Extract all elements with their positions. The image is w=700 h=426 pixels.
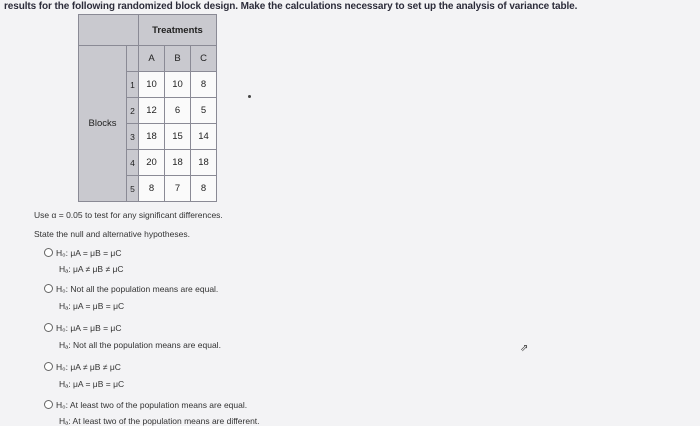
block-number: 4: [127, 150, 139, 176]
block-number: 2: [127, 98, 139, 124]
corner-subcell: [127, 46, 139, 72]
option-h0: H₀: μA ≠ μB ≠ μC: [56, 362, 121, 372]
col-header-c: C: [191, 46, 217, 72]
hypothesis-option-4[interactable]: [44, 362, 121, 372]
option-ha: Hₐ: μA ≠ μB ≠ μC: [59, 264, 124, 274]
option-ha: Hₐ: At least two of the population means are different.: [59, 416, 260, 426]
option-ha: Hₐ: μA = μB = μC: [59, 379, 125, 389]
blocks-label: Blocks: [79, 46, 127, 202]
cell-value: 10: [165, 72, 191, 98]
alpha-prompt: Use α = 0.05 to test for any significant differences.: [34, 210, 223, 220]
hypotheses-prompt: State the null and alternative hypotheses.: [34, 229, 190, 239]
cell-value: 8: [191, 176, 217, 202]
radio-button[interactable]: [44, 323, 53, 332]
hypothesis-option-3[interactable]: [44, 323, 121, 333]
cell-value: 12: [139, 98, 165, 124]
stray-dot: [248, 95, 251, 98]
block-number: 1: [127, 72, 139, 98]
hypothesis-option-5[interactable]: [44, 400, 247, 410]
mouse-cursor-icon: ⇗: [520, 343, 529, 354]
radio-button[interactable]: [44, 400, 53, 409]
cell-value: 8: [139, 176, 165, 202]
col-header-b: B: [165, 46, 191, 72]
cell-value: 14: [191, 124, 217, 150]
block-design-table: [78, 14, 217, 202]
instruction-text: results for the following randomized block design. Make the calculations necessary to set up the analysis of variance table.: [4, 1, 578, 12]
cell-value: 18: [191, 150, 217, 176]
corner-cell: [79, 15, 139, 46]
option-ha: Hₐ: μA = μB = μC: [59, 301, 125, 311]
cell-value: 18: [165, 150, 191, 176]
block-number: 5: [127, 176, 139, 202]
cell-value: 18: [139, 124, 165, 150]
option-ha: Hₐ: Not all the population means are equal.: [59, 340, 221, 350]
cell-value: 10: [139, 72, 165, 98]
radio-button[interactable]: [44, 248, 53, 257]
cell-value: 20: [139, 150, 165, 176]
option-h0: H₀: Not all the population means are equal.: [56, 284, 219, 294]
treatments-header: Treatments: [139, 15, 217, 46]
radio-button[interactable]: [44, 284, 53, 293]
cell-value: 6: [165, 98, 191, 124]
cell-value: 15: [165, 124, 191, 150]
hypothesis-option-1[interactable]: [44, 248, 121, 258]
option-h0: H₀: μA = μB = μC: [56, 248, 122, 258]
option-h0: H₀: At least two of the population means are equal.: [56, 400, 248, 410]
block-number: 3: [127, 124, 139, 150]
cell-value: 7: [165, 176, 191, 202]
radio-button[interactable]: [44, 362, 53, 371]
cell-value: 5: [191, 98, 217, 124]
cell-value: 8: [191, 72, 217, 98]
hypothesis-option-2[interactable]: [44, 284, 218, 294]
col-header-a: A: [139, 46, 165, 72]
option-h0: H₀: μA = μB = μC: [56, 323, 122, 333]
